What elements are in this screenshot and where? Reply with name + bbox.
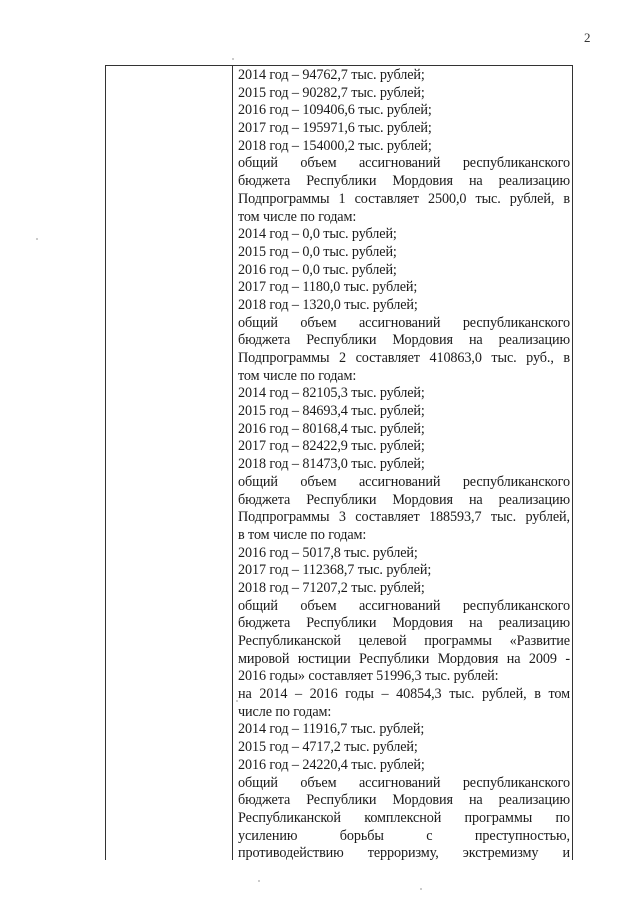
text-line: 2017 год – 82422,9 тыс. рублей;	[238, 438, 425, 455]
text-line: 2018 год – 81473,0 тыс. рублей;	[238, 456, 425, 473]
text-line: бюджета Республики Мордовия на реализацию	[238, 173, 570, 190]
text-line: 2014 год – 82105,3 тыс. рублей;	[238, 385, 425, 402]
scan-speck	[258, 880, 260, 882]
scan-speck	[232, 58, 234, 60]
text-line: 2014 год – 0,0 тыс. рублей;	[238, 226, 397, 243]
text-line: общий объем ассигнований республиканского	[238, 314, 570, 331]
column-divider	[232, 66, 233, 860]
text-line: бюджета Республики Мордовия на реализацию	[238, 792, 570, 809]
text-line: том числе по годам:	[238, 367, 357, 384]
text-line: 2018 год – 71207,2 тыс. рублей;	[238, 579, 425, 596]
text-line: 2018 год – 1320,0 тыс. рублей;	[238, 296, 418, 313]
text-line: противодействию терроризму, экстремизму и	[238, 845, 570, 862]
scan-speck	[420, 888, 422, 890]
scan-speck	[236, 700, 238, 702]
text-line: мировой юстиции Республики Мордовия на 2009 -	[238, 650, 570, 667]
text-line: Подпрограммы 2 составляет 410863,0 тыс. руб., в	[238, 350, 570, 366]
text-line: 2016 годы» составляет 51996,3 тыс. рублей:	[238, 668, 499, 685]
text-line: 2015 год – 0,0 тыс. рублей;	[238, 243, 397, 260]
scan-speck	[36, 238, 38, 240]
text-line: 2016 год – 80168,4 тыс. рублей;	[238, 420, 425, 437]
text-line: 2017 год – 195971,6 тыс. рублей;	[238, 120, 432, 137]
funding-text-cell	[238, 67, 570, 863]
text-line: Республиканской комплексной программы по	[238, 809, 570, 826]
text-line: том числе по годам:	[238, 208, 357, 225]
text-line: общий объем ассигнований республиканского	[238, 473, 570, 490]
text-line: 2016 год – 0,0 тыс. рублей;	[238, 261, 397, 278]
text-line: 2015 год – 90282,7 тыс. рублей;	[238, 84, 425, 101]
text-line: 2016 год – 109406,6 тыс. рублей;	[238, 102, 432, 119]
document-table	[105, 65, 573, 860]
text-line: 2014 год – 94762,7 тыс. рублей;	[238, 67, 425, 83]
text-line: 2015 год – 84693,4 тыс. рублей;	[238, 403, 425, 420]
text-line: бюджета Республики Мордовия на реализацию	[238, 615, 570, 632]
text-line: Подпрограммы 1 составляет 2500,0 тыс. рублей, в	[238, 190, 570, 207]
text-line: 2014 год – 11916,7 тыс. рублей;	[238, 721, 425, 738]
text-line: 2017 год – 1180,0 тыс. рублей;	[238, 279, 418, 296]
text-line: бюджета Республики Мордовия на реализацию	[238, 491, 570, 508]
text-line: Подпрограммы 3 составляет 188593,7 тыс. рублей,	[238, 509, 570, 526]
text-line: 2018 год – 154000,2 тыс. рублей;	[238, 137, 432, 154]
text-line: числе по годам:	[238, 703, 332, 720]
text-line: 2016 год – 24220,4 тыс. рублей;	[238, 756, 425, 773]
text-line: 2017 год – 112368,7 тыс. рублей;	[238, 562, 432, 579]
text-line: бюджета Республики Мордовия на реализацию	[238, 332, 570, 349]
text-line: 2016 год – 5017,8 тыс. рублей;	[238, 544, 418, 561]
page-number: 2	[584, 30, 591, 45]
text-line: общий объем ассигнований республиканского	[238, 155, 570, 172]
text-line: в том числе по годам:	[238, 526, 367, 543]
text-line: общий объем ассигнований республиканского	[238, 597, 570, 614]
text-line: на 2014 – 2016 годы – 40854,3 тыс. рублей, в том	[238, 686, 570, 703]
text-line: усилению борьбы с преступностью,	[238, 827, 570, 844]
text-line: Республиканской целевой программы «Развитие	[238, 633, 570, 649]
text-line: общий объем ассигнований республиканского	[238, 774, 570, 791]
text-line: 2015 год – 4717,2 тыс. рублей;	[238, 739, 418, 756]
